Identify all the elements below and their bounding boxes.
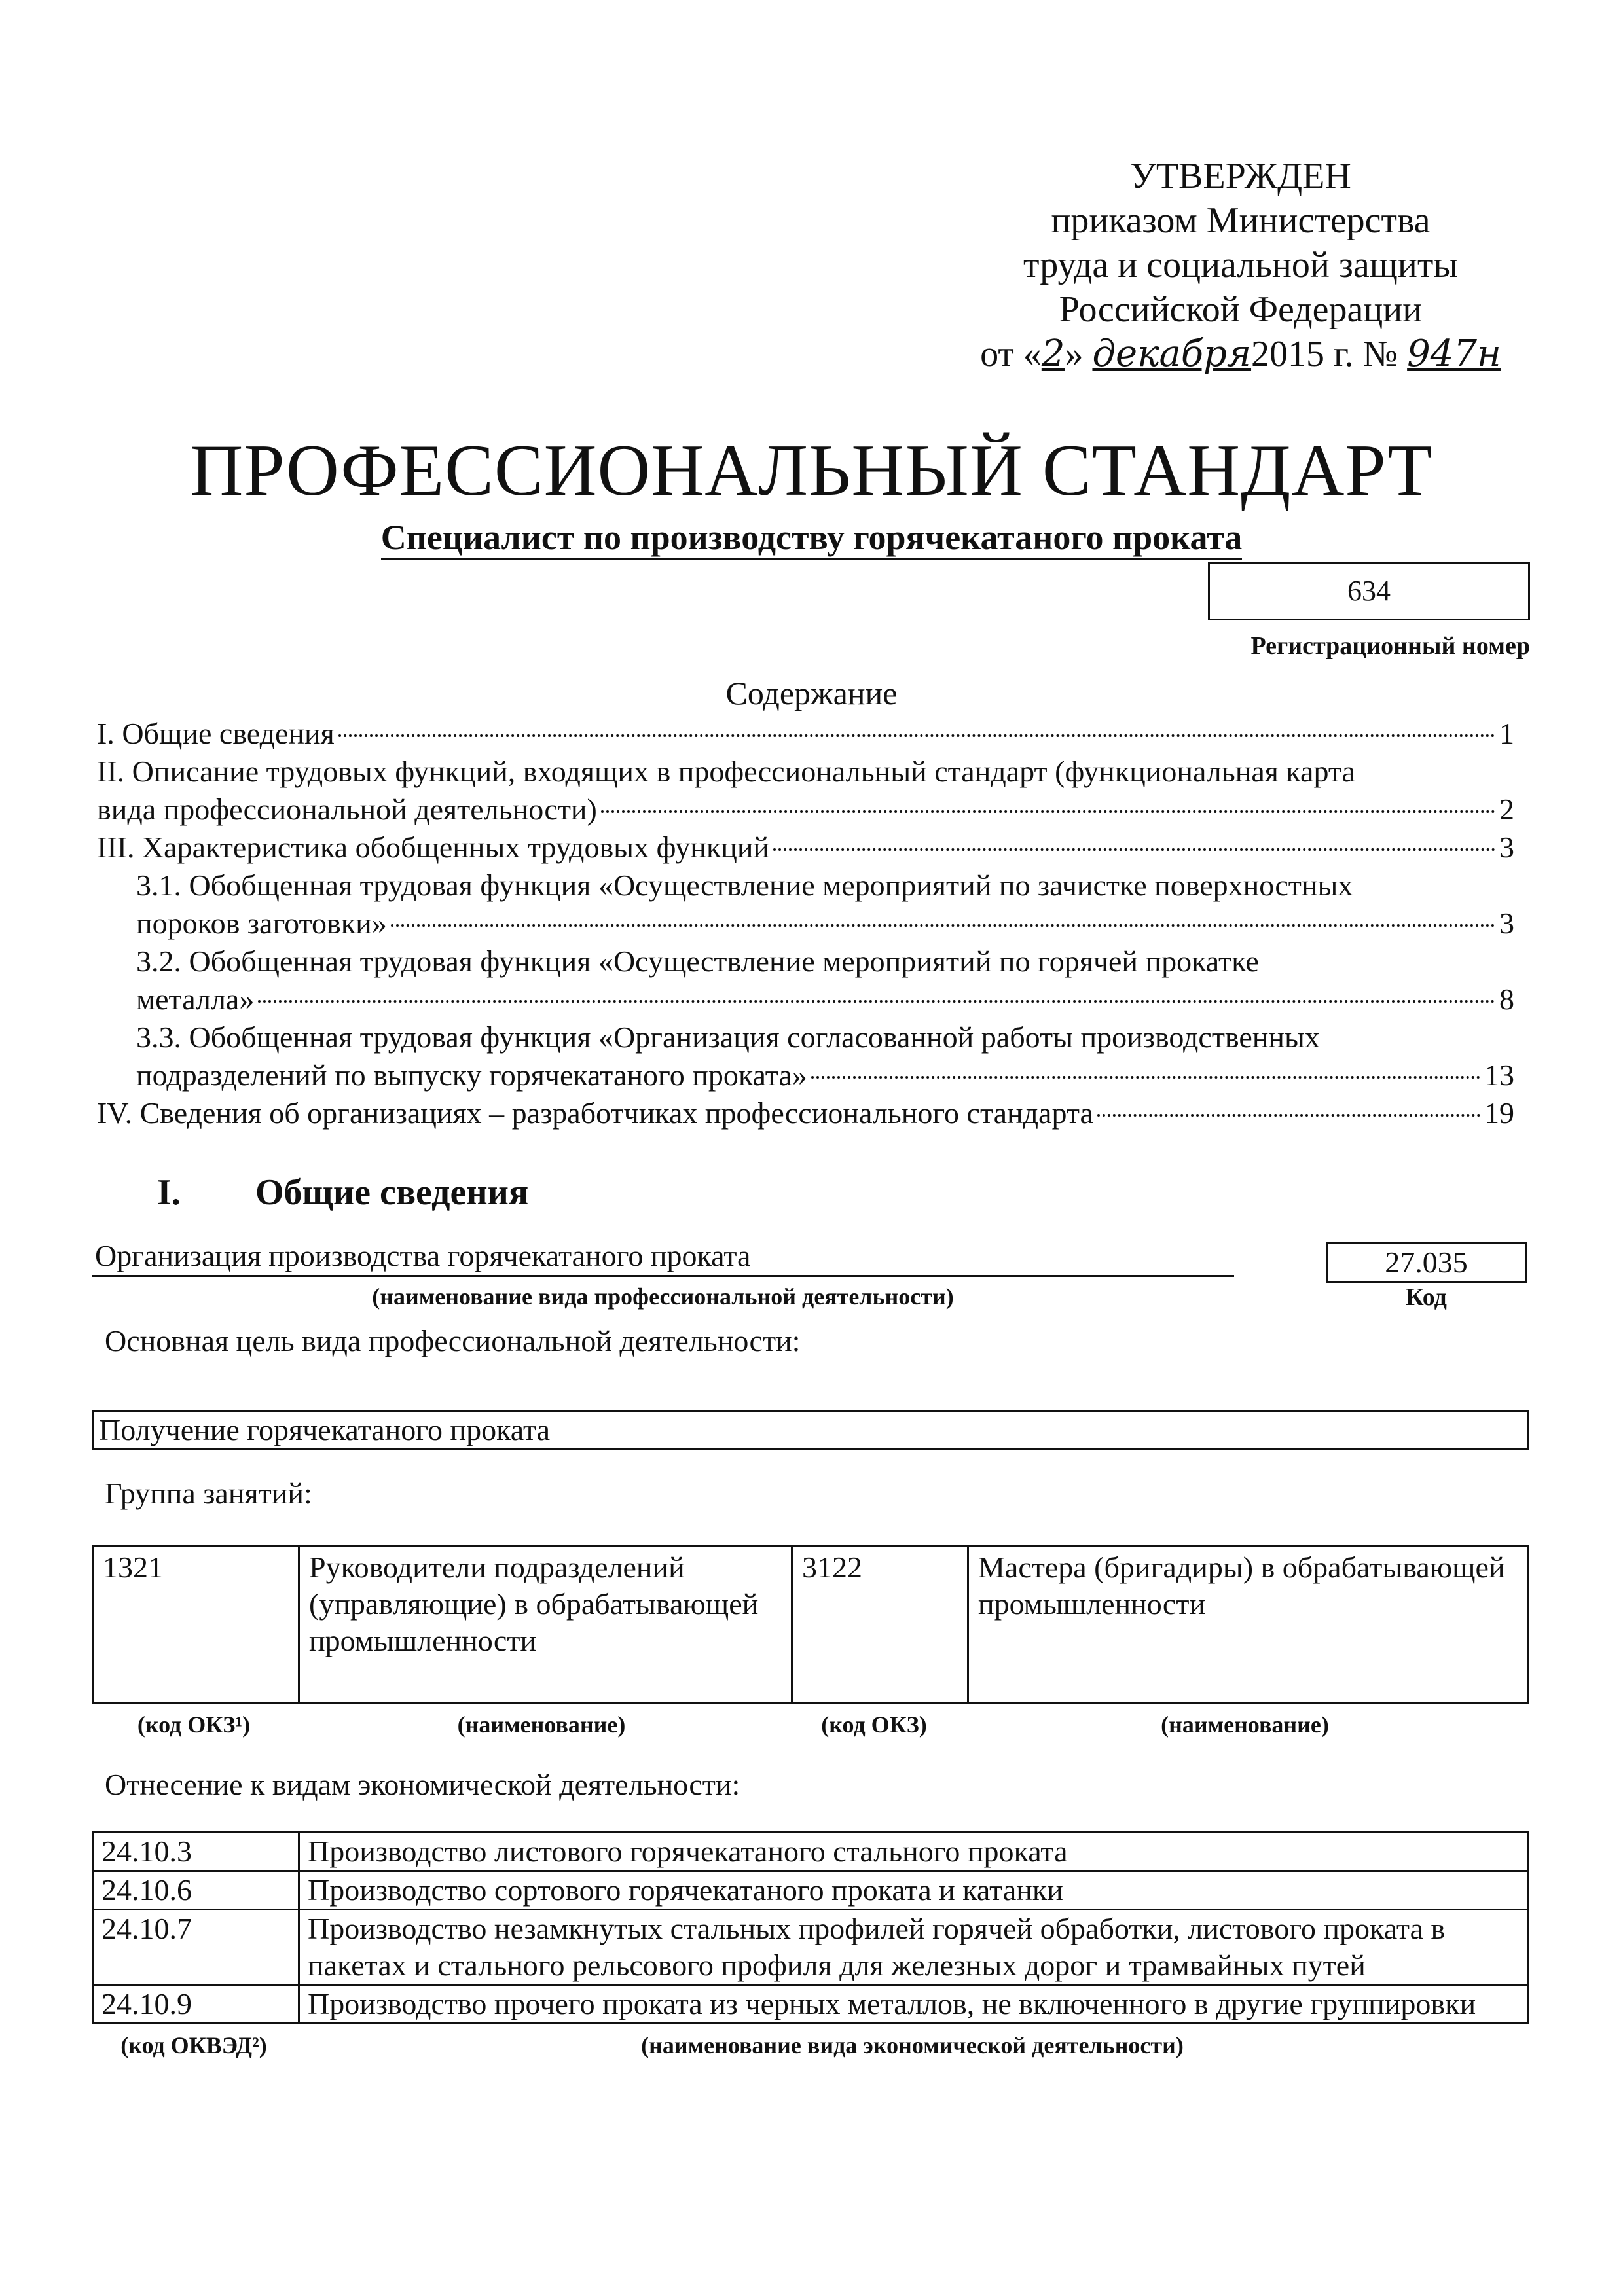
toc-item-text: II. Описание трудовых функций, входящих в профессиональный стандарт (функциональная карта [97, 755, 1355, 788]
section-title: Общие сведения [255, 1172, 529, 1213]
toc-item-text: 3.1. Обобщенная трудовая функция «Осуществление мероприятий по зачистке поверхностных [136, 869, 1353, 902]
activity-code-box: 27.035 [1326, 1242, 1527, 1283]
caption-name-1: (наименование) [457, 1712, 626, 1738]
okved-code: 24.10.6 [93, 1871, 299, 1910]
economic-label: Отнесение к видам экономической деятельности: [105, 1768, 740, 1801]
activity-name: Организация производства горячекатаного проката [95, 1239, 751, 1272]
activity-underline [92, 1275, 1234, 1277]
toc-item[interactable] [97, 1018, 1514, 1094]
caption-code-okz-1: (код ОКЗ¹) [137, 1712, 251, 1738]
approval-date-line [930, 332, 1552, 376]
approval-heading: УТВЕРЖДЕН [1130, 156, 1351, 196]
occupation-code-1: 1321 [93, 1546, 299, 1703]
occupation-name-2: Мастера (бригадиры) в обрабатывающей промышленности [968, 1546, 1528, 1703]
economic-table [92, 1831, 1529, 2024]
table-row [93, 1910, 1528, 1985]
table-row [93, 1833, 1528, 1871]
okved-code: 24.10.3 [93, 1833, 299, 1871]
occupation-code-2: 3122 [792, 1546, 968, 1703]
toc-item-text: 3.2. Обобщенная трудовая функция «Осуществление мероприятий по горячей прокатке [136, 944, 1259, 978]
caption-name-2: (наименование) [1161, 1712, 1329, 1738]
table-of-contents [97, 715, 1514, 1132]
toc-item[interactable] [97, 942, 1514, 1018]
caption-code-okved: (код ОКВЭД²) [120, 2032, 267, 2058]
economic-block [92, 1831, 1529, 2064]
occupations-table [92, 1545, 1529, 1704]
section-number: I. [157, 1172, 181, 1213]
occupations-block [92, 1545, 1529, 1743]
toc-item-text-cont: вида профессиональной деятельности) [97, 793, 597, 826]
approval-line-3: Российской Федерации [1059, 289, 1423, 330]
toc-item-text-cont: металла» [136, 982, 255, 1016]
date-prefix: от « [980, 334, 1042, 374]
approval-line-2: труда и социальной защиты [1023, 245, 1458, 285]
table-row [93, 1871, 1528, 1910]
toc-item-text: III. Характеристика обобщенных трудовых функций [97, 831, 770, 864]
section-heading [157, 1172, 528, 1213]
date-year: 2015 г. № [1251, 334, 1398, 374]
okved-name: Производство листового горячекатаного стального проката [299, 1833, 1528, 1871]
toc-item[interactable] [97, 1094, 1514, 1132]
okved-code: 24.10.7 [93, 1910, 299, 1985]
economic-captions [92, 2027, 1529, 2064]
document-title: ПРОФЕССИОНАЛЬНЫЙ СТАНДАРТ [190, 430, 1433, 511]
caption-economic-name: (наименование вида экономической деятельности) [641, 2032, 1184, 2058]
approval-line-1: приказом Министерства [1051, 200, 1431, 241]
toc-item[interactable] [97, 867, 1514, 942]
occupations-captions [92, 1706, 1529, 1743]
caption-code-okz-2: (код ОКЗ) [821, 1712, 927, 1738]
toc-item[interactable] [97, 715, 1514, 753]
order-number: 947н [1407, 332, 1501, 375]
okved-code: 24.10.9 [93, 1985, 299, 2024]
okved-name: Производство прочего проката из черных металлов, не включенного в другие группировки [299, 1985, 1528, 2024]
registration-number-box: 634 [1208, 562, 1530, 620]
goal-label: Основная цель вида профессиональной деятельности: [105, 1324, 801, 1357]
toc-title: Содержание [725, 675, 898, 711]
toc-item[interactable] [97, 753, 1514, 829]
table-row [93, 1546, 1528, 1703]
date-day: 2 [1041, 332, 1065, 375]
toc-item-page: 3 [1499, 831, 1514, 864]
toc-item-text: IV. Сведения об организациях – разработчиках профессионального стандарта [97, 1096, 1093, 1130]
activity-code-caption: Код [1406, 1283, 1447, 1311]
toc-item-text-cont: подразделений по выпуску горячекатаного проката» [136, 1058, 807, 1092]
okved-name: Производство сортового горячекатаного проката и катанки [299, 1871, 1528, 1910]
occupations-label: Группа занятий: [105, 1477, 312, 1510]
goal-box: Получение горячекатаного проката [92, 1410, 1529, 1450]
toc-item-page: 2 [1499, 793, 1514, 826]
toc-item-page: 13 [1484, 1058, 1514, 1092]
toc-item[interactable] [97, 829, 1514, 867]
subtitle-text: Специалист по производству горячекатаного проката [381, 518, 1243, 560]
activity-caption: (наименование вида профессиональной деятельности) [372, 1283, 954, 1310]
occupation-name-1: Руководители подразделений (управляющие) в обрабатывающей промышленности [299, 1546, 792, 1703]
registration-label: Регистрационный номер [1250, 632, 1530, 660]
toc-item-text: I. Общие сведения [97, 717, 335, 750]
date-mid: » [1065, 334, 1084, 374]
toc-item-page: 1 [1499, 717, 1514, 750]
toc-item-page: 8 [1499, 982, 1514, 1016]
toc-item-text: 3.3. Обобщенная трудовая функция «Организация согласованной работы производственных [136, 1020, 1320, 1054]
approval-block [930, 154, 1552, 376]
table-row [93, 1985, 1528, 2024]
toc-item-page: 19 [1484, 1096, 1514, 1130]
date-month: декабря [1092, 332, 1252, 375]
toc-item-page: 3 [1499, 906, 1514, 940]
toc-item-text-cont: пороков заготовки» [136, 906, 387, 940]
document-subtitle [0, 517, 1623, 558]
okved-name: Производство незамкнутых стальных профилей горячей обработки, листового проката в пакетах и стального рельсового профиля для железных дорог и трамвайных путей [299, 1910, 1528, 1985]
